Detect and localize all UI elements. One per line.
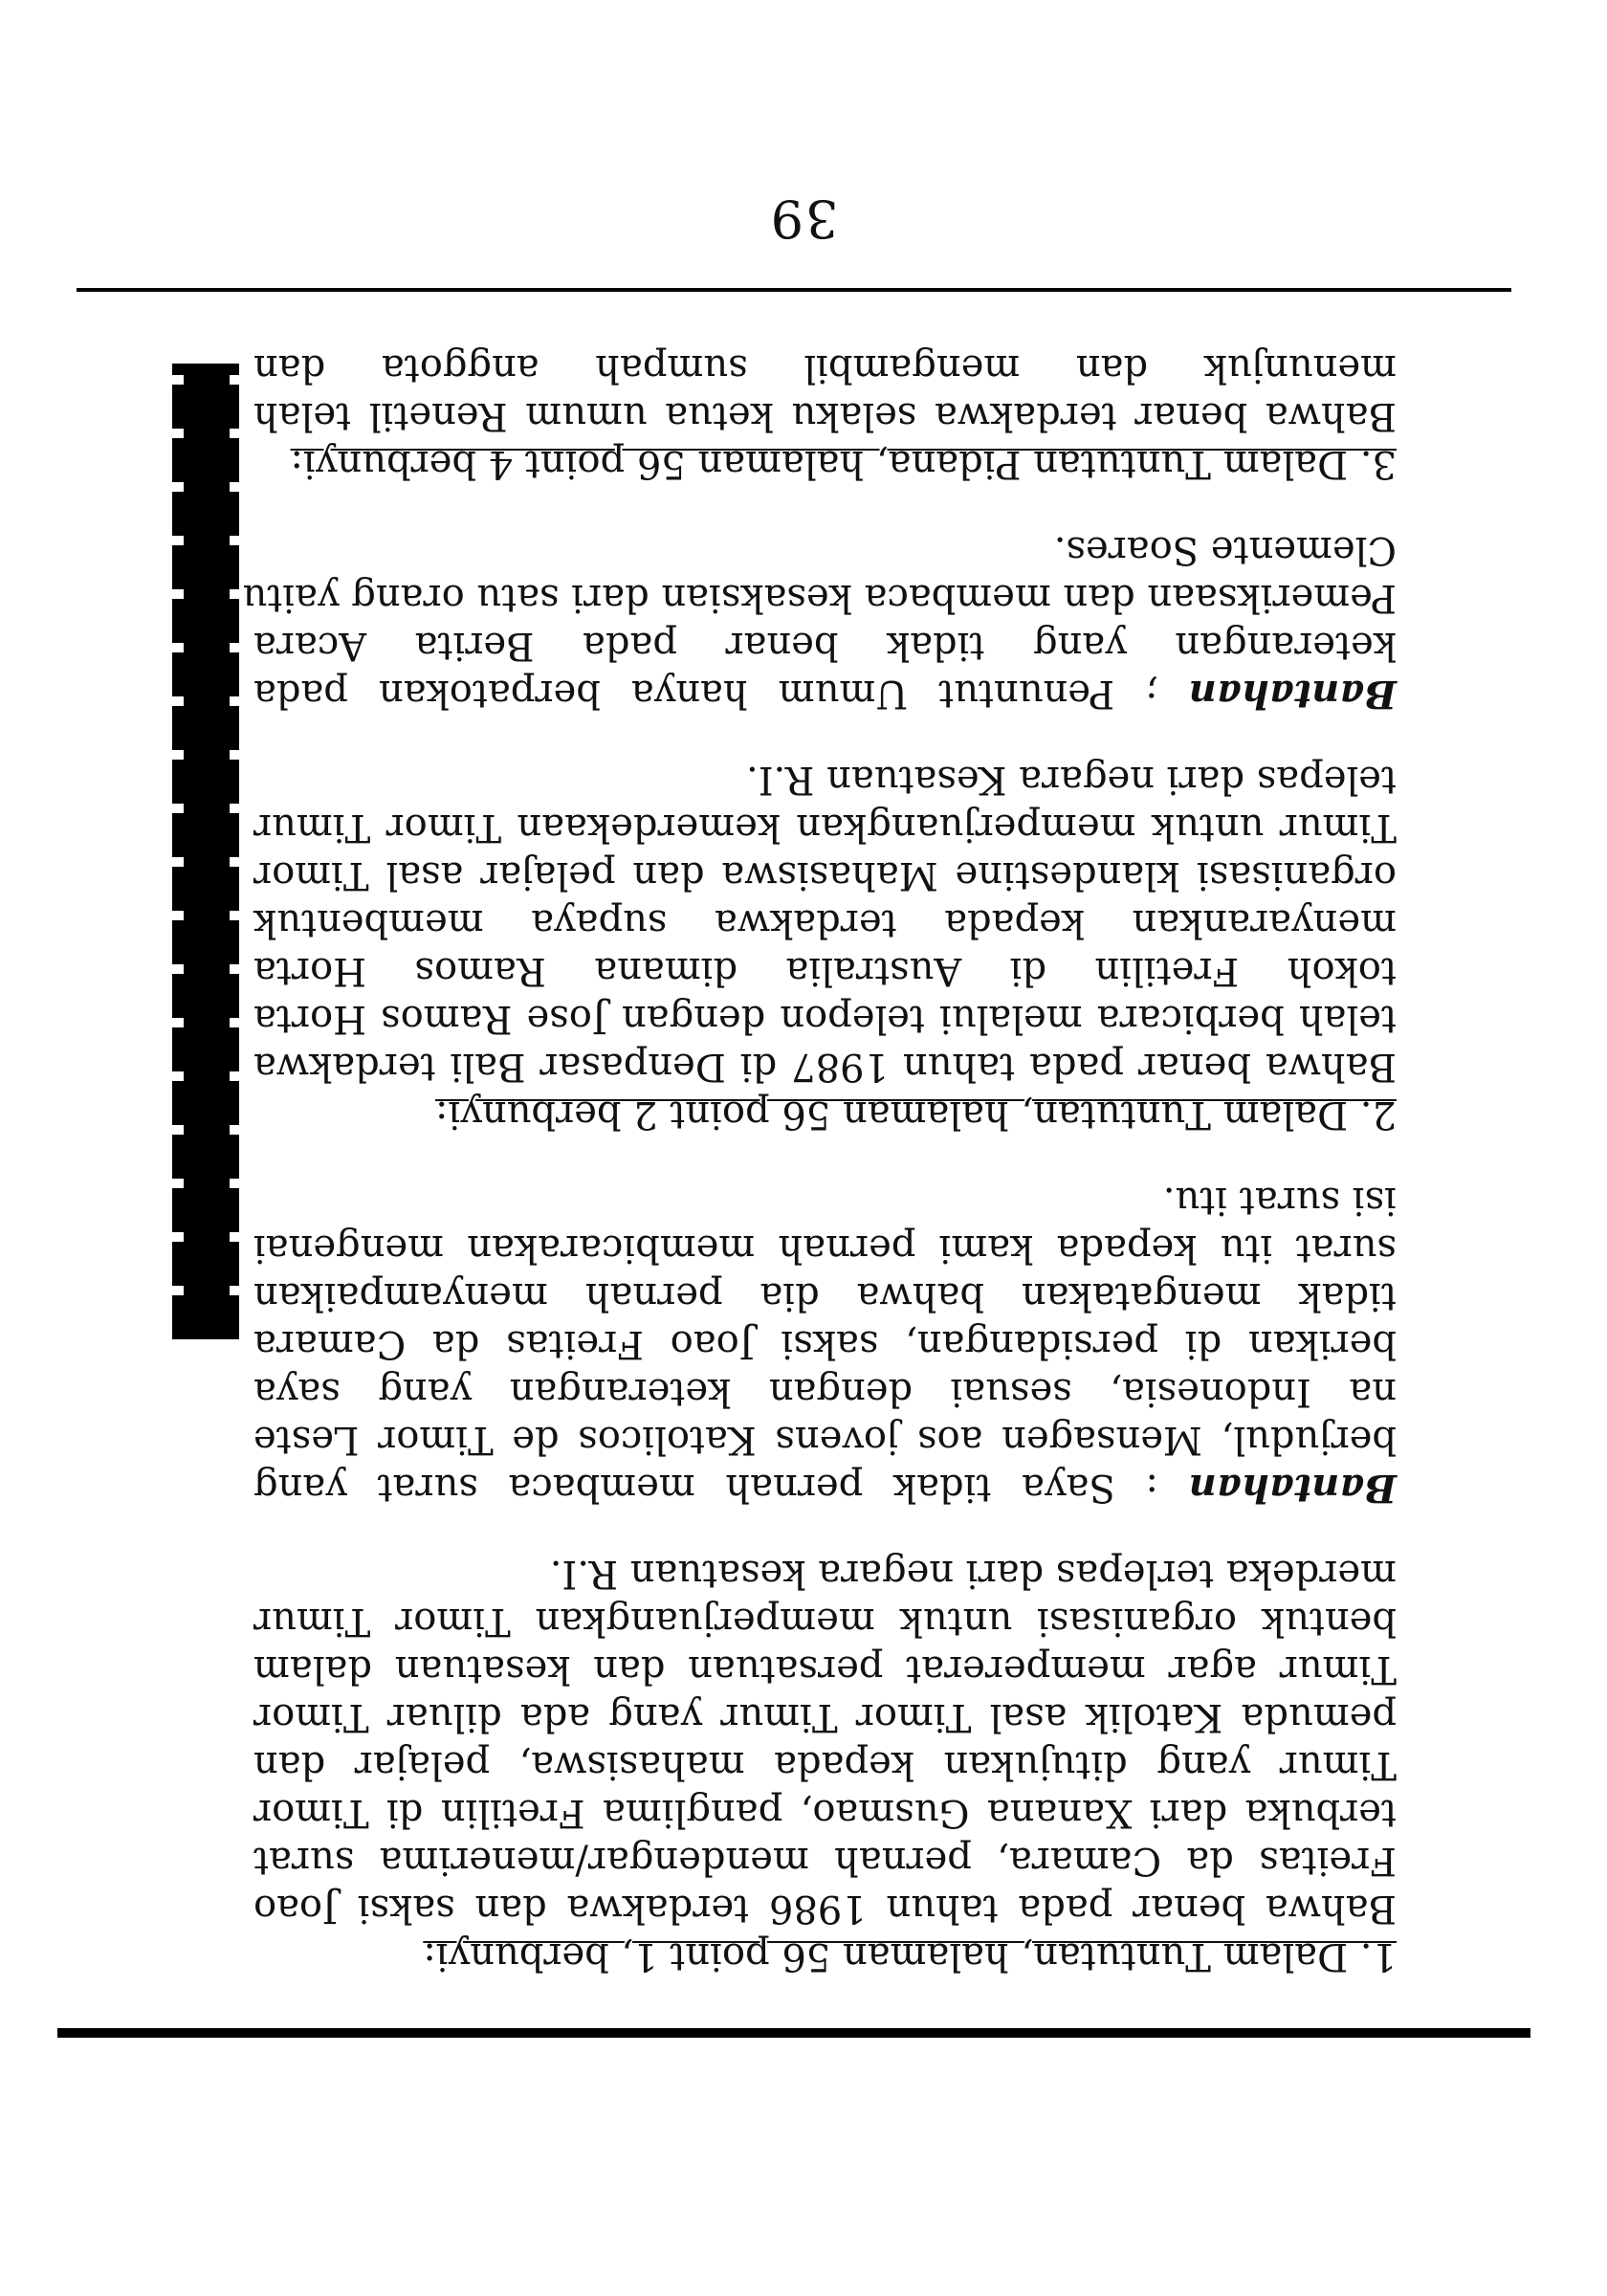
section-1 <box>253 1550 1397 1980</box>
bantahan-label: Bantahan <box>1188 672 1397 717</box>
section-2 <box>253 756 1397 1138</box>
text-line: terbuka dari Xanana Gusmao, panglima Fretilin di Timor <box>253 1791 1397 1835</box>
section-heading: 2. Dalam Tuntutan, halaman 56 point 2 berbunyi: <box>435 1093 1397 1137</box>
text-line: menyarankan kepada terdakwa supaya membentuk <box>253 901 1397 945</box>
text-line: isi surat itu. <box>1162 1179 1397 1223</box>
text-line: tokoh Fretilin di Australia dimana Ramos Horta <box>253 949 1397 993</box>
text-line: organisasi klandestine Mahasiswa dan pelajar asal Timor <box>253 853 1397 897</box>
text-line: na Indonesia, sesuai dengan keterangan yang saya <box>253 1370 1397 1414</box>
page-number: 39 <box>768 188 839 249</box>
bottom-rule <box>77 288 1511 292</box>
text-line: tidak mengatakan bahwa dia pernah menyampaikan <box>253 1274 1397 1318</box>
text-line: ; Penuntut Umum hanya berpatokan pada <box>253 672 1189 716</box>
text-line: Timur yang ditujukan kepada mahasiswa, pelajar dan <box>253 1743 1397 1787</box>
text-line: bentuk organisasi untuk memperjuangkan Timor Timur <box>253 1600 1397 1644</box>
text-line: telah berbicara melalui telepon dengan Jose Ramos Horta <box>253 997 1397 1041</box>
text-line: Clemente Soares. <box>1053 528 1397 572</box>
document-body <box>242 306 1397 1980</box>
bantahan-label: Bantahan <box>1188 1466 1397 1511</box>
section-3 <box>253 344 1397 488</box>
text-line: Bahwa benar pada tahun 1987 di Denpasar Bali terdakwa <box>253 1045 1397 1089</box>
binding-strip <box>172 364 239 1339</box>
text-line: Freitas da Camara, pernah mendengar/menerima surat <box>253 1839 1397 1883</box>
top-rule <box>57 2028 1530 2038</box>
text-line: Timur agar mempererat persatuan dan kesatuan dalam <box>253 1647 1397 1691</box>
text-line: Bahwa benar pada tahun 1986 terdakwa dan saksi Joao <box>253 1887 1397 1931</box>
bantahan-2 <box>242 526 1397 718</box>
text-line: Timur untuk memperjuangkan kemerdekaan Timor Timur <box>253 806 1397 850</box>
bantahan-1 <box>253 1177 1397 1512</box>
text-line: menunjuk dan mengambil sumpah anggota dan <box>253 346 1397 390</box>
text-line: telepas dari negara Kesatuan R.I. <box>746 758 1397 802</box>
text-line: keterangan yang tidak benar pada Berita Acara <box>253 624 1397 668</box>
text-line: merdeka terlepas dari negara kesatuan R.I. <box>549 1552 1397 1596</box>
text-line: Bahwa benar terdakwa selaku ketua umum Renetil telah <box>253 394 1397 438</box>
text-line: : Saya tidak pernah membaca surat yang <box>253 1466 1189 1510</box>
section-heading: 3. Dalam Tuntutan Pidana, halaman 56 point 4 berbunyi: <box>290 442 1397 486</box>
text-line: berikan di persidangan, saksi Joao Freitas da Camara <box>253 1322 1397 1366</box>
section-heading: 1. Dalam Tuntutan, halaman 56 point 1, berbunyi: <box>423 1934 1397 1978</box>
text-line: pemuda Katolik asal Timor Timur yang ada diluar Timor <box>253 1695 1397 1739</box>
text-line: Pemeriksaan dan membaca kesaksian dari satu orang yaitu <box>242 576 1397 620</box>
text-line: berjudul, Mensagen aos jovens Katolicos de Timor Leste <box>253 1418 1397 1462</box>
text-line: surat itu kepada kami pernah membicarakan mengenai <box>253 1226 1397 1270</box>
